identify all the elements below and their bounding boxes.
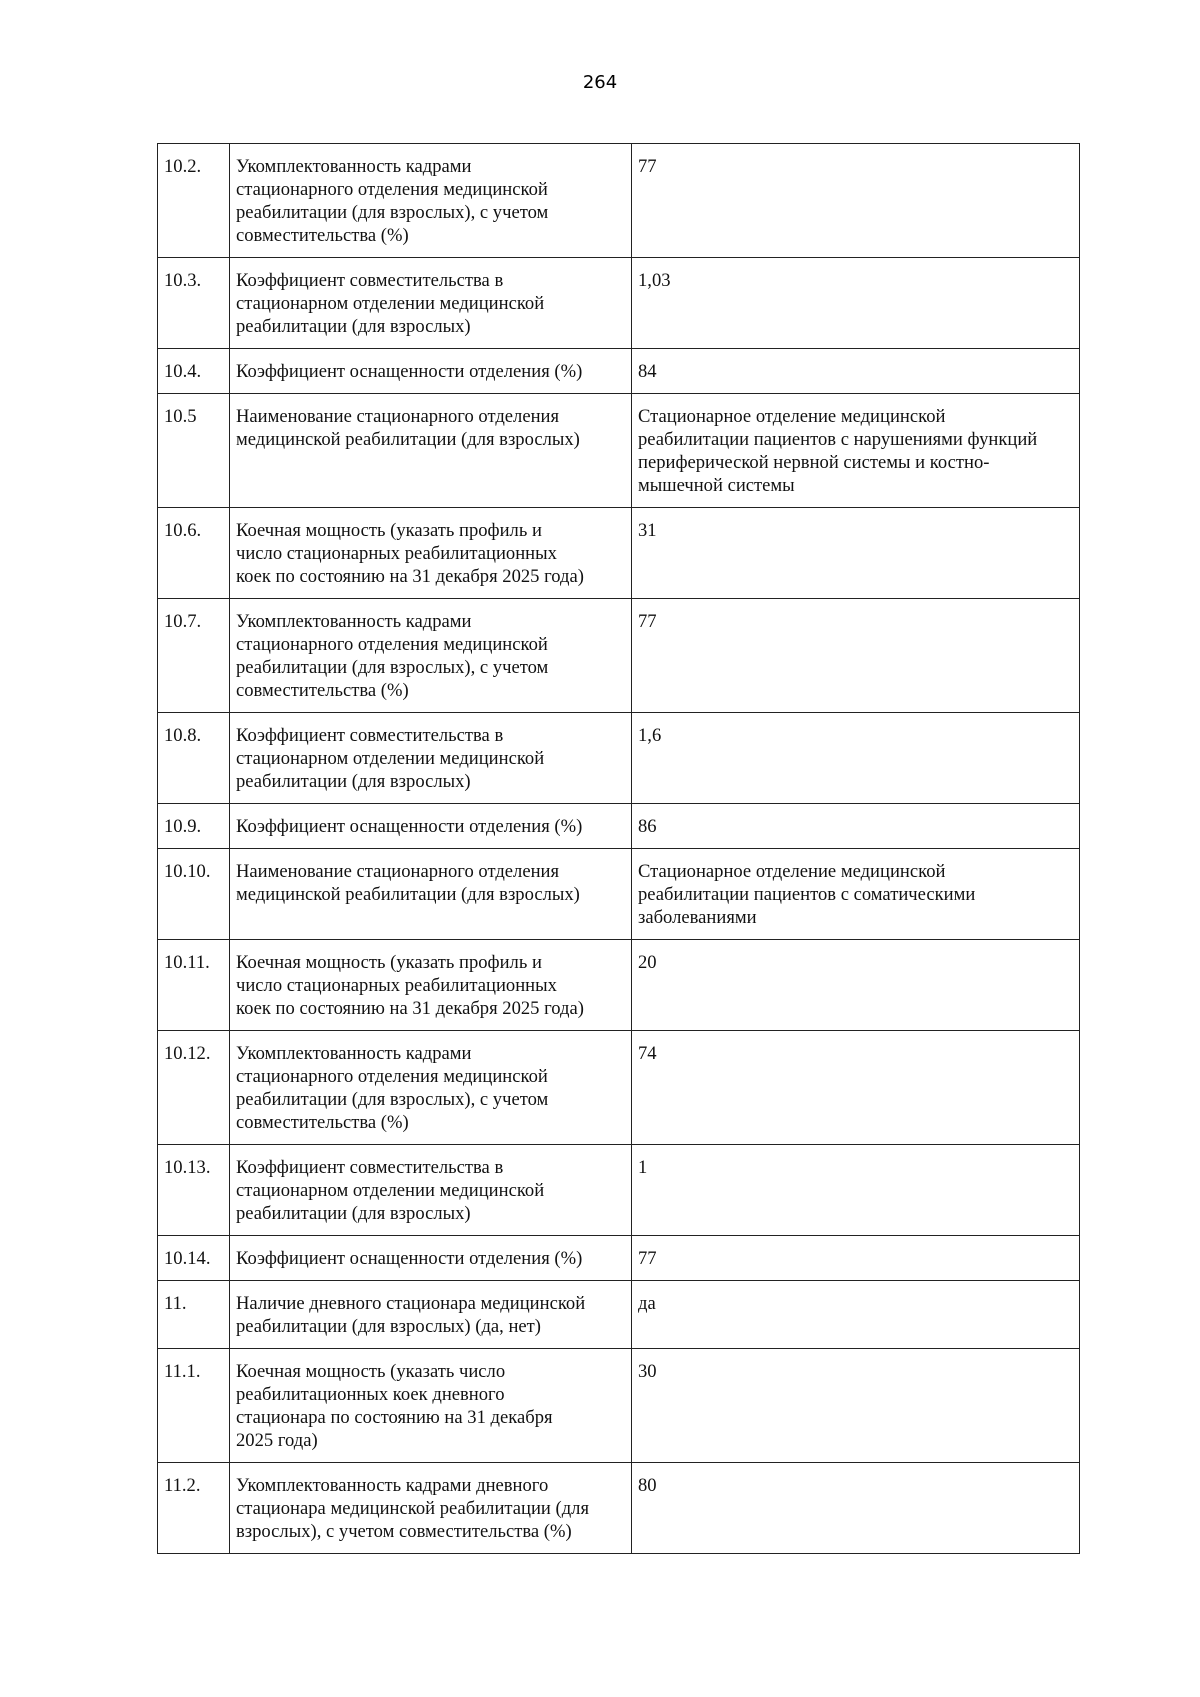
table-row (158, 144, 1080, 258)
indicator-name-cell: Коэффициент совместительства в стационарном отделении медицинской реабилитации (для взрослых) (230, 258, 632, 349)
row-number-cell: 10.11. (158, 940, 230, 1031)
row-number-cell: 11. (158, 1281, 230, 1349)
indicator-name-cell: Наличие дневного стационара медицинской реабилитации (для взрослых) (да, нет) (230, 1281, 632, 1349)
indicator-name-cell: Наименование стационарного отделения медицинской реабилитации (для взрослых) (230, 849, 632, 940)
indicators-table (157, 143, 1080, 1554)
indicator-value-cell: 80 (632, 1463, 1080, 1554)
indicator-value-cell: 77 (632, 1236, 1080, 1281)
page-number: 264 (582, 72, 618, 93)
row-number-cell: 10.2. (158, 144, 230, 258)
indicator-name-cell: Коэффициент оснащенности отделения (%) (230, 1236, 632, 1281)
indicator-value-cell: Стационарное отделение медицинской реабилитации пациентов с соматическими заболеваниями (632, 849, 1080, 940)
row-number-cell: 11.1. (158, 1349, 230, 1463)
table-row (158, 849, 1080, 940)
indicator-name-cell: Наименование стационарного отделения медицинской реабилитации (для взрослых) (230, 394, 632, 508)
indicator-name-cell: Коэффициент оснащенности отделения (%) (230, 349, 632, 394)
table-row (158, 1145, 1080, 1236)
indicator-value-cell: 1 (632, 1145, 1080, 1236)
indicator-name-cell: Укомплектованность кадрами стационарного отделения медицинской реабилитации (для взрослых), с учетом совместительства (%) (230, 599, 632, 713)
indicator-name-cell: Коечная мощность (указать число реабилитационных коек дневного стационара по состоянию на 31 декабря 2025 года) (230, 1349, 632, 1463)
row-number-cell: 10.7. (158, 599, 230, 713)
row-number-cell: 10.9. (158, 804, 230, 849)
indicator-name-cell: Коечная мощность (указать профиль и число стационарных реабилитационных коек по состоянию на 31 декабря 2025 года) (230, 508, 632, 599)
indicator-value-cell: 84 (632, 349, 1080, 394)
indicator-value-cell: 77 (632, 599, 1080, 713)
row-number-cell: 10.10. (158, 849, 230, 940)
row-number-cell: 11.2. (158, 1463, 230, 1554)
indicator-name-cell: Укомплектованность кадрами стационарного отделения медицинской реабилитации (для взрослых), с учетом совместительства (%) (230, 1031, 632, 1145)
row-number-cell: 10.3. (158, 258, 230, 349)
table-row (158, 1031, 1080, 1145)
table-row (158, 713, 1080, 804)
indicator-value-cell: Стационарное отделение медицинской реабилитации пациентов с нарушениями функций периферической нервной системы и костно- мышечной системы (632, 394, 1080, 508)
indicator-value-cell: да (632, 1281, 1080, 1349)
table-row (158, 940, 1080, 1031)
indicator-value-cell: 77 (632, 144, 1080, 258)
indicator-value-cell: 31 (632, 508, 1080, 599)
indicator-value-cell: 20 (632, 940, 1080, 1031)
table-row (158, 804, 1080, 849)
indicator-value-cell: 86 (632, 804, 1080, 849)
row-number-cell: 10.4. (158, 349, 230, 394)
table-row (158, 349, 1080, 394)
table-row (158, 599, 1080, 713)
table-row (158, 1236, 1080, 1281)
table-row (158, 394, 1080, 508)
table-body (158, 144, 1080, 1554)
row-number-cell: 10.8. (158, 713, 230, 804)
indicator-name-cell: Коэффициент совместительства в стационарном отделении медицинской реабилитации (для взрослых) (230, 713, 632, 804)
indicator-value-cell: 1,03 (632, 258, 1080, 349)
table-row (158, 1349, 1080, 1463)
row-number-cell: 10.13. (158, 1145, 230, 1236)
indicator-name-cell: Коэффициент оснащенности отделения (%) (230, 804, 632, 849)
row-number-cell: 10.6. (158, 508, 230, 599)
indicator-name-cell: Коечная мощность (указать профиль и число стационарных реабилитационных коек по состоянию на 31 декабря 2025 года) (230, 940, 632, 1031)
indicator-value-cell: 1,6 (632, 713, 1080, 804)
table-row (158, 508, 1080, 599)
indicator-name-cell: Коэффициент совместительства в стационарном отделении медицинской реабилитации (для взрослых) (230, 1145, 632, 1236)
indicator-value-cell: 74 (632, 1031, 1080, 1145)
indicator-name-cell: Укомплектованность кадрами дневного стационара медицинской реабилитации (для взрослых), с учетом совместительства (%) (230, 1463, 632, 1554)
indicator-name-cell: Укомплектованность кадрами стационарного отделения медицинской реабилитации (для взрослых), с учетом совместительства (%) (230, 144, 632, 258)
row-number-cell: 10.14. (158, 1236, 230, 1281)
table-row (158, 1463, 1080, 1554)
row-number-cell: 10.5 (158, 394, 230, 508)
indicator-value-cell: 30 (632, 1349, 1080, 1463)
table-row (158, 1281, 1080, 1349)
row-number-cell: 10.12. (158, 1031, 230, 1145)
table-row (158, 258, 1080, 349)
